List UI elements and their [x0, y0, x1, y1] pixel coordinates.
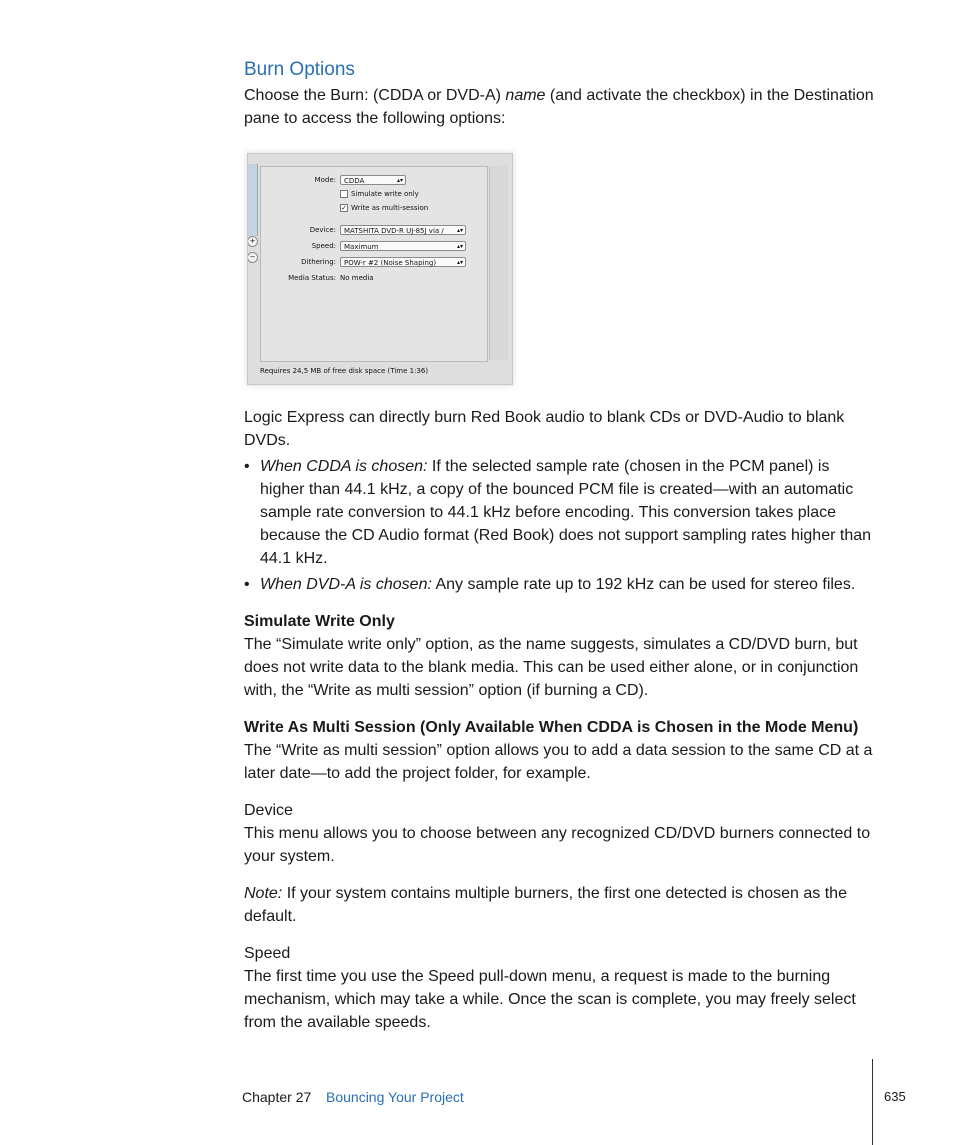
speed-select[interactable]: Maximum ▴▾ — [340, 241, 466, 251]
chevron-updown-icon: ▴▾ — [396, 177, 403, 184]
burn-options-screenshot — [247, 153, 513, 385]
plus-icon: + — [247, 236, 258, 247]
chevron-updown-icon: ▴▾ — [456, 243, 463, 250]
bullet-glyph: • — [244, 576, 250, 593]
footer-chapter: Chapter 27 — [242, 1089, 312, 1105]
sidebar-strip — [248, 164, 258, 236]
section-intro: Choose the Burn: (CDDA or DVD-A) name (and activate the checkbox) in the Destination pane to access the following options: — [244, 87, 874, 127]
multisession-checkbox[interactable]: ✓ — [341, 204, 347, 212]
chevron-updown-icon: ▴▾ — [456, 227, 463, 234]
speed-label: Speed: — [311, 242, 336, 250]
media-status-value: No media — [340, 274, 374, 282]
heading-multisession: Write As Multi Session (Only Available When CDDA is Chosen in the Mode Menu) — [244, 719, 859, 736]
mode-label: Mode: — [314, 176, 336, 184]
page-number: 635 — [884, 1089, 906, 1104]
paragraph-intro: Logic Express can directly burn Red Book audio to blank CDs or DVD-Audio to blank DVDs. — [244, 409, 845, 449]
paragraph-device: This menu allows you to choose between any recognized CD/DVD burners connected to your system. — [244, 825, 871, 865]
heading-device: Device — [244, 802, 293, 819]
list-item: • When CDDA is chosen: If the selected sample rate (chosen in the PCM panel) is higher than 44.1 kHz, a copy of the bounced PCM file is created—with an automatic sample rate conversion to 44.1 kHz before encoding. This conversion takes place because the CD Audio format (Red Book) does not support sampling rates higher than 44.1 kHz. — [244, 455, 874, 570]
media-status-label: Media Status: — [288, 274, 336, 282]
heading-speed: Speed — [244, 945, 291, 962]
simulate-label: Simulate write only — [351, 190, 419, 198]
bullet-glyph: • — [244, 458, 250, 475]
options-pane — [260, 166, 488, 362]
paragraph-speed: The first time you use the Speed pull-down menu, a request is made to the burning mechanism, which may take a while. Once the scan is complete, you may freely select from the available speeds. — [244, 968, 856, 1031]
paragraph-multisession: The “Write as multi session” option allows you to add a data session to the same CD at a later date—to add the project folder, for example. — [244, 742, 873, 782]
scrollbar[interactable] — [489, 166, 508, 360]
footer-chapter-title[interactable]: Bouncing Your Project — [326, 1089, 464, 1105]
note-paragraph: Note: If your system contains multiple burners, the first one detected is chosen as the default. — [244, 885, 847, 925]
paragraph-simulate: The “Simulate write only” option, as the name suggests, simulates a CD/DVD burn, but does not write data to the blank media. This can be used either alone, or in conjunction with, the “Write as multi session” option (if burning a CD). — [244, 636, 859, 699]
dithering-select[interactable]: POW-r #2 (Noise Shaping) ▴▾ — [340, 257, 466, 267]
footer-divider — [872, 1059, 873, 1145]
chevron-updown-icon: ▴▾ — [456, 259, 463, 266]
device-select[interactable]: MATSHITA DVD-R UJ-85J via / ▴▾ — [340, 225, 466, 235]
mode-select[interactable]: CDDA ▴▾ — [340, 175, 406, 185]
heading-simulate: Simulate Write Only — [244, 613, 395, 630]
device-label: Device: — [309, 226, 336, 234]
multisession-label: Write as multi-session — [351, 204, 429, 212]
dithering-label: Dithering: — [301, 258, 336, 266]
section-header — [244, 59, 874, 130]
section-title: Burn Options — [244, 59, 355, 80]
main-content — [244, 406, 874, 1034]
disk-space-note: Requires 24,5 MB of free disk space (Time 1:36) — [260, 367, 429, 375]
list-item: • When DVD-A is chosen: Any sample rate up to 192 kHz can be used for stereo files. — [244, 573, 874, 596]
simulate-checkbox[interactable] — [340, 190, 348, 198]
minus-icon: − — [247, 252, 258, 263]
